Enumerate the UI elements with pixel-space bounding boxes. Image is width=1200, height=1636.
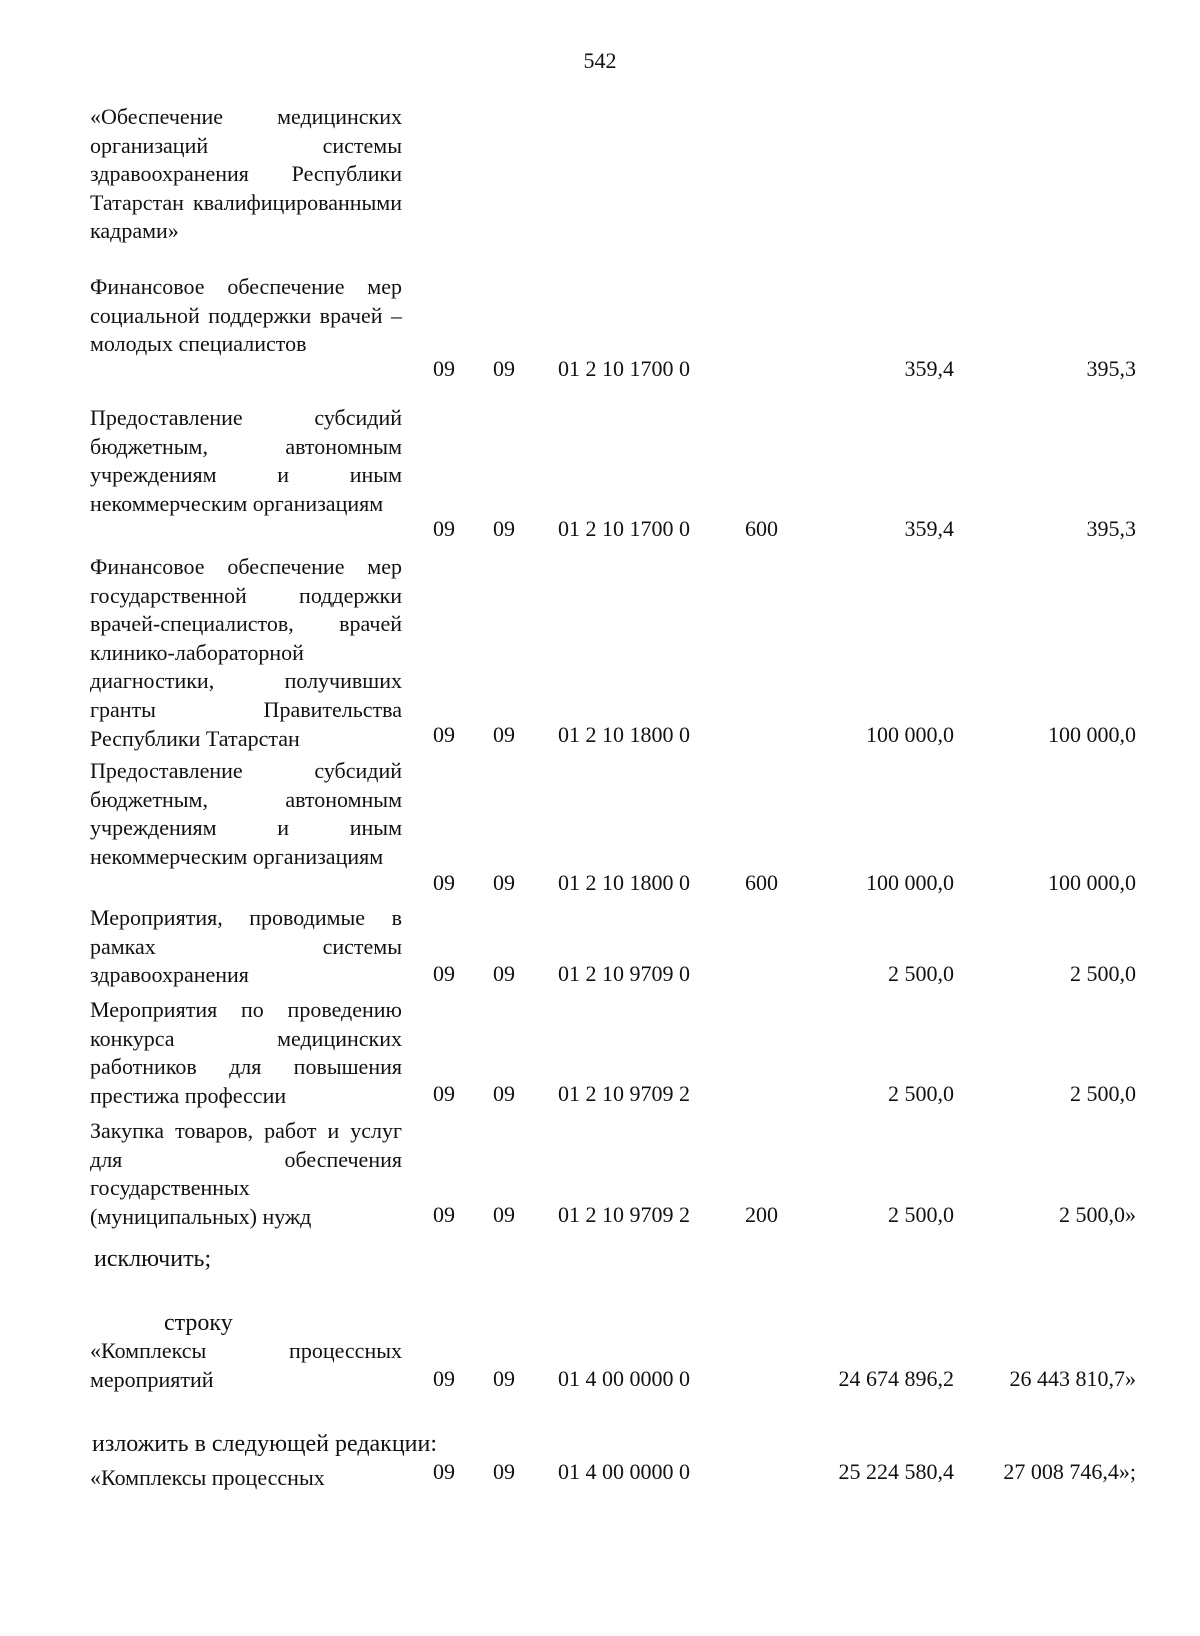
amount-year-2: 27 008 746,4»; (1003, 1459, 1136, 1484)
amount-year-1: 2 500,0 (888, 1202, 954, 1227)
target-article-code: 01 2 10 9709 0 (558, 961, 690, 986)
amount-year-1: 25 224 580,4 (838, 1459, 954, 1484)
section-code: 09 (433, 870, 455, 895)
subsection-code: 09 (493, 516, 515, 541)
amount-year-2: 100 000,0 (1048, 722, 1136, 747)
subsection-code: 09 (493, 1459, 515, 1484)
amount-year-1: 100 000,0 (866, 722, 954, 747)
section-code: 09 (433, 722, 455, 747)
amount-year-1: 359,4 (904, 356, 954, 381)
row-description: «Комплексы процессных мероприятий (90, 1338, 402, 1392)
subsection-code: 09 (493, 722, 515, 747)
amount-year-1: 100 000,0 (866, 870, 954, 895)
subsection-code: 09 (493, 356, 515, 381)
expense-type-code: 600 (745, 870, 778, 895)
subsection-code: 09 (493, 1366, 515, 1391)
instruction-exclude: исключить; (94, 1246, 212, 1272)
target-article-code: 01 2 10 1800 0 (558, 870, 690, 895)
section-code: 09 (433, 516, 455, 541)
section-code: 09 (433, 1459, 455, 1484)
target-article-code: 01 2 10 9709 2 (558, 1202, 690, 1227)
target-article-code: 01 4 00 0000 0 (558, 1459, 690, 1484)
target-article-code: 01 2 10 9709 2 (558, 1081, 690, 1106)
instruction-new-edition: изложить в следующей редакции: (92, 1431, 438, 1457)
amount-year-1: 359,4 (904, 516, 954, 541)
section-code: 09 (433, 356, 455, 381)
amount-year-2: 2 500,0 (1070, 961, 1136, 986)
row-description: Финансовое обеспечение мер государственной поддержки врачей-специалистов, врачей клинико-лабораторной диагностики, получивших гранты Правительства Республики Татарстан (90, 554, 402, 751)
row-description: Предоставление субсидий бюджетным, автономным учреждениям и иным некоммерческим организациям (90, 758, 402, 869)
target-article-code: 01 4 00 0000 0 (558, 1366, 690, 1391)
row-description: Предоставление субсидий бюджетным, автономным учреждениям и иным некоммерческим организациям (90, 405, 402, 516)
row-description: Мероприятия по проведению конкурса медицинских работников для повышения престижа профессии (90, 997, 402, 1108)
amount-year-1: 2 500,0 (888, 1081, 954, 1106)
subsection-code: 09 (493, 961, 515, 986)
expense-type-code: 600 (745, 516, 778, 541)
section-code: 09 (433, 1366, 455, 1391)
target-article-code: 01 2 10 1800 0 (558, 722, 690, 747)
page-number: 542 (583, 48, 617, 73)
amount-year-2: 395,3 (1086, 356, 1136, 381)
amount-year-1: 24 674 896,2 (838, 1366, 954, 1391)
amount-year-2: 395,3 (1086, 516, 1136, 541)
target-article-code: 01 2 10 1700 0 (558, 356, 690, 381)
expense-type-code: 200 (745, 1202, 778, 1227)
amount-year-2: 2 500,0» (1059, 1202, 1136, 1227)
amount-year-2: 26 443 810,7» (1009, 1366, 1136, 1391)
subsection-code: 09 (493, 1202, 515, 1227)
row-description: Мероприятия, проводимые в рамках системы здравоохранения (90, 905, 402, 988)
subsection-code: 09 (493, 870, 515, 895)
row-description: Закупка товаров, работ и услуг для обеспечения государственных (муниципальных) нужд (90, 1118, 402, 1229)
amount-year-1: 2 500,0 (888, 961, 954, 986)
section-code: 09 (433, 1202, 455, 1227)
target-article-code: 01 2 10 1700 0 (558, 516, 690, 541)
section-code: 09 (433, 961, 455, 986)
amount-year-2: 100 000,0 (1048, 870, 1136, 895)
instruction-row: строку (164, 1310, 233, 1336)
subsection-code: 09 (493, 1081, 515, 1106)
row-description: «Обеспечение медицинских организаций системы здравоохранения Республики Татарстан квалифицированными кадрами» (90, 104, 402, 244)
row-description: Финансовое обеспечение мер социальной поддержки врачей – молодых специалистов (90, 274, 402, 357)
row-description: «Комплексы процессных (90, 1465, 325, 1490)
amount-year-2: 2 500,0 (1070, 1081, 1136, 1106)
section-code: 09 (433, 1081, 455, 1106)
